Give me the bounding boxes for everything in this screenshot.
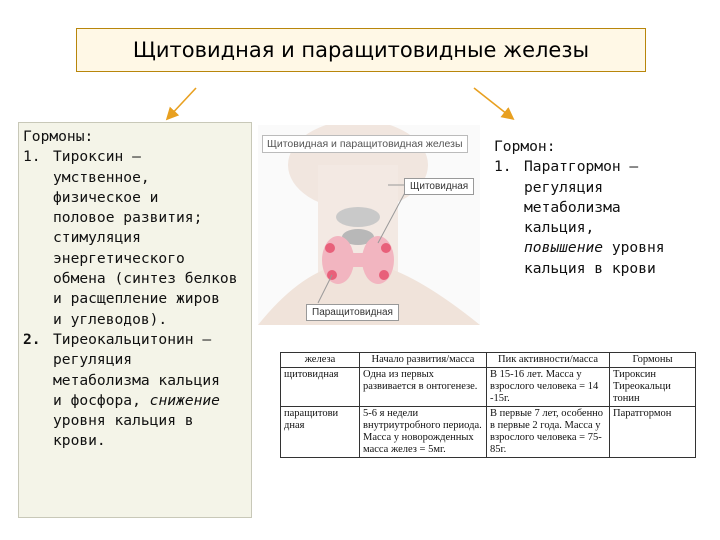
text-line: и фосфора, bbox=[53, 391, 141, 409]
neck-illustration bbox=[258, 125, 480, 325]
text-line: метаболизма кальция bbox=[53, 371, 220, 389]
page-title: Щитовидная и паращитовидные железы bbox=[76, 28, 646, 72]
text-line: и углеводов). bbox=[53, 310, 168, 328]
text-line: и расщепление жиров bbox=[53, 290, 220, 308]
hormone-name: Тиреокальцитонин – bbox=[53, 330, 212, 348]
item-number: 2. bbox=[23, 330, 41, 348]
label-parathyroid: Паращитовидная bbox=[306, 304, 399, 321]
hormone-name: Тироксин – bbox=[53, 148, 141, 166]
text-line: физическое и bbox=[53, 188, 159, 206]
label-thyroid: Щитовидная bbox=[404, 178, 474, 195]
arrow-left bbox=[168, 88, 196, 118]
table-row bbox=[281, 407, 696, 458]
text-line: половое развития; bbox=[53, 209, 203, 227]
parathyroid-hormone-list bbox=[494, 157, 702, 279]
text-line: уровня кальция в bbox=[53, 412, 194, 430]
text-line: регуляция bbox=[524, 178, 604, 196]
text-line: обмена (синтез белков bbox=[53, 270, 238, 288]
table-cell: Тироксин Тиреокальци тонин bbox=[610, 368, 696, 407]
text-line: стимуляция bbox=[53, 229, 141, 247]
parathyroid-hormone-box bbox=[494, 137, 702, 309]
text-line: крови. bbox=[53, 432, 106, 450]
table-cell: паращитови дная bbox=[281, 407, 360, 458]
hormone-name: Паратгормон – bbox=[524, 158, 639, 176]
table-cell: 5-6 я недели внутриутробного периода. Масса у новорожденных масса желез = 5мг. bbox=[360, 407, 487, 458]
left-header: Гормоны: bbox=[23, 128, 94, 145]
column-header: железа bbox=[281, 353, 360, 368]
column-header: Пик активности/масса bbox=[487, 353, 610, 368]
right-header: Гормон: bbox=[494, 138, 556, 155]
text-line: метаболизма bbox=[524, 198, 621, 216]
thyroid-hormone-list bbox=[23, 147, 247, 451]
thyroid-hormones-box bbox=[18, 122, 252, 518]
emphasis-text: повышение bbox=[524, 239, 604, 257]
text-line: кальция в крови bbox=[524, 259, 656, 277]
table-cell: щитовидная bbox=[281, 368, 360, 407]
item-number: 1. bbox=[23, 148, 41, 166]
table-cell: В первые 7 лет, особенно в первые 2 года. Масса у взрослого человека = 75-85г. bbox=[487, 407, 610, 458]
column-header: Гормоны bbox=[610, 353, 696, 368]
figure-title: Щитовидная и паращитовидная железы bbox=[262, 135, 468, 153]
hormone-item-parathormone bbox=[494, 157, 702, 279]
text-line: уровня bbox=[603, 239, 665, 257]
table-header-row bbox=[281, 353, 696, 368]
table-cell: Одна из первых развивается в онтогенезе. bbox=[360, 368, 487, 407]
arrow-right bbox=[474, 88, 512, 118]
item-number: 1. bbox=[494, 158, 512, 176]
hormone-item-thyrocalcitonin bbox=[23, 330, 247, 452]
column-header: Начало развития/масса bbox=[360, 353, 487, 368]
glands-table bbox=[280, 352, 696, 458]
text-line: кальция, bbox=[524, 219, 595, 237]
table-row bbox=[281, 368, 696, 407]
emphasis-text: снижение bbox=[149, 391, 220, 409]
table-cell: В 15-16 лет. Масса у взрослого человека = 14 -15г. bbox=[487, 368, 610, 407]
hormone-item-thyroxine bbox=[23, 147, 247, 330]
text-line: регуляция bbox=[53, 351, 133, 369]
anatomy-figure bbox=[258, 125, 480, 325]
text-line: умственное, bbox=[53, 168, 150, 186]
text-line: энергетического bbox=[53, 249, 185, 267]
table-cell: Паратгормон bbox=[610, 407, 696, 458]
